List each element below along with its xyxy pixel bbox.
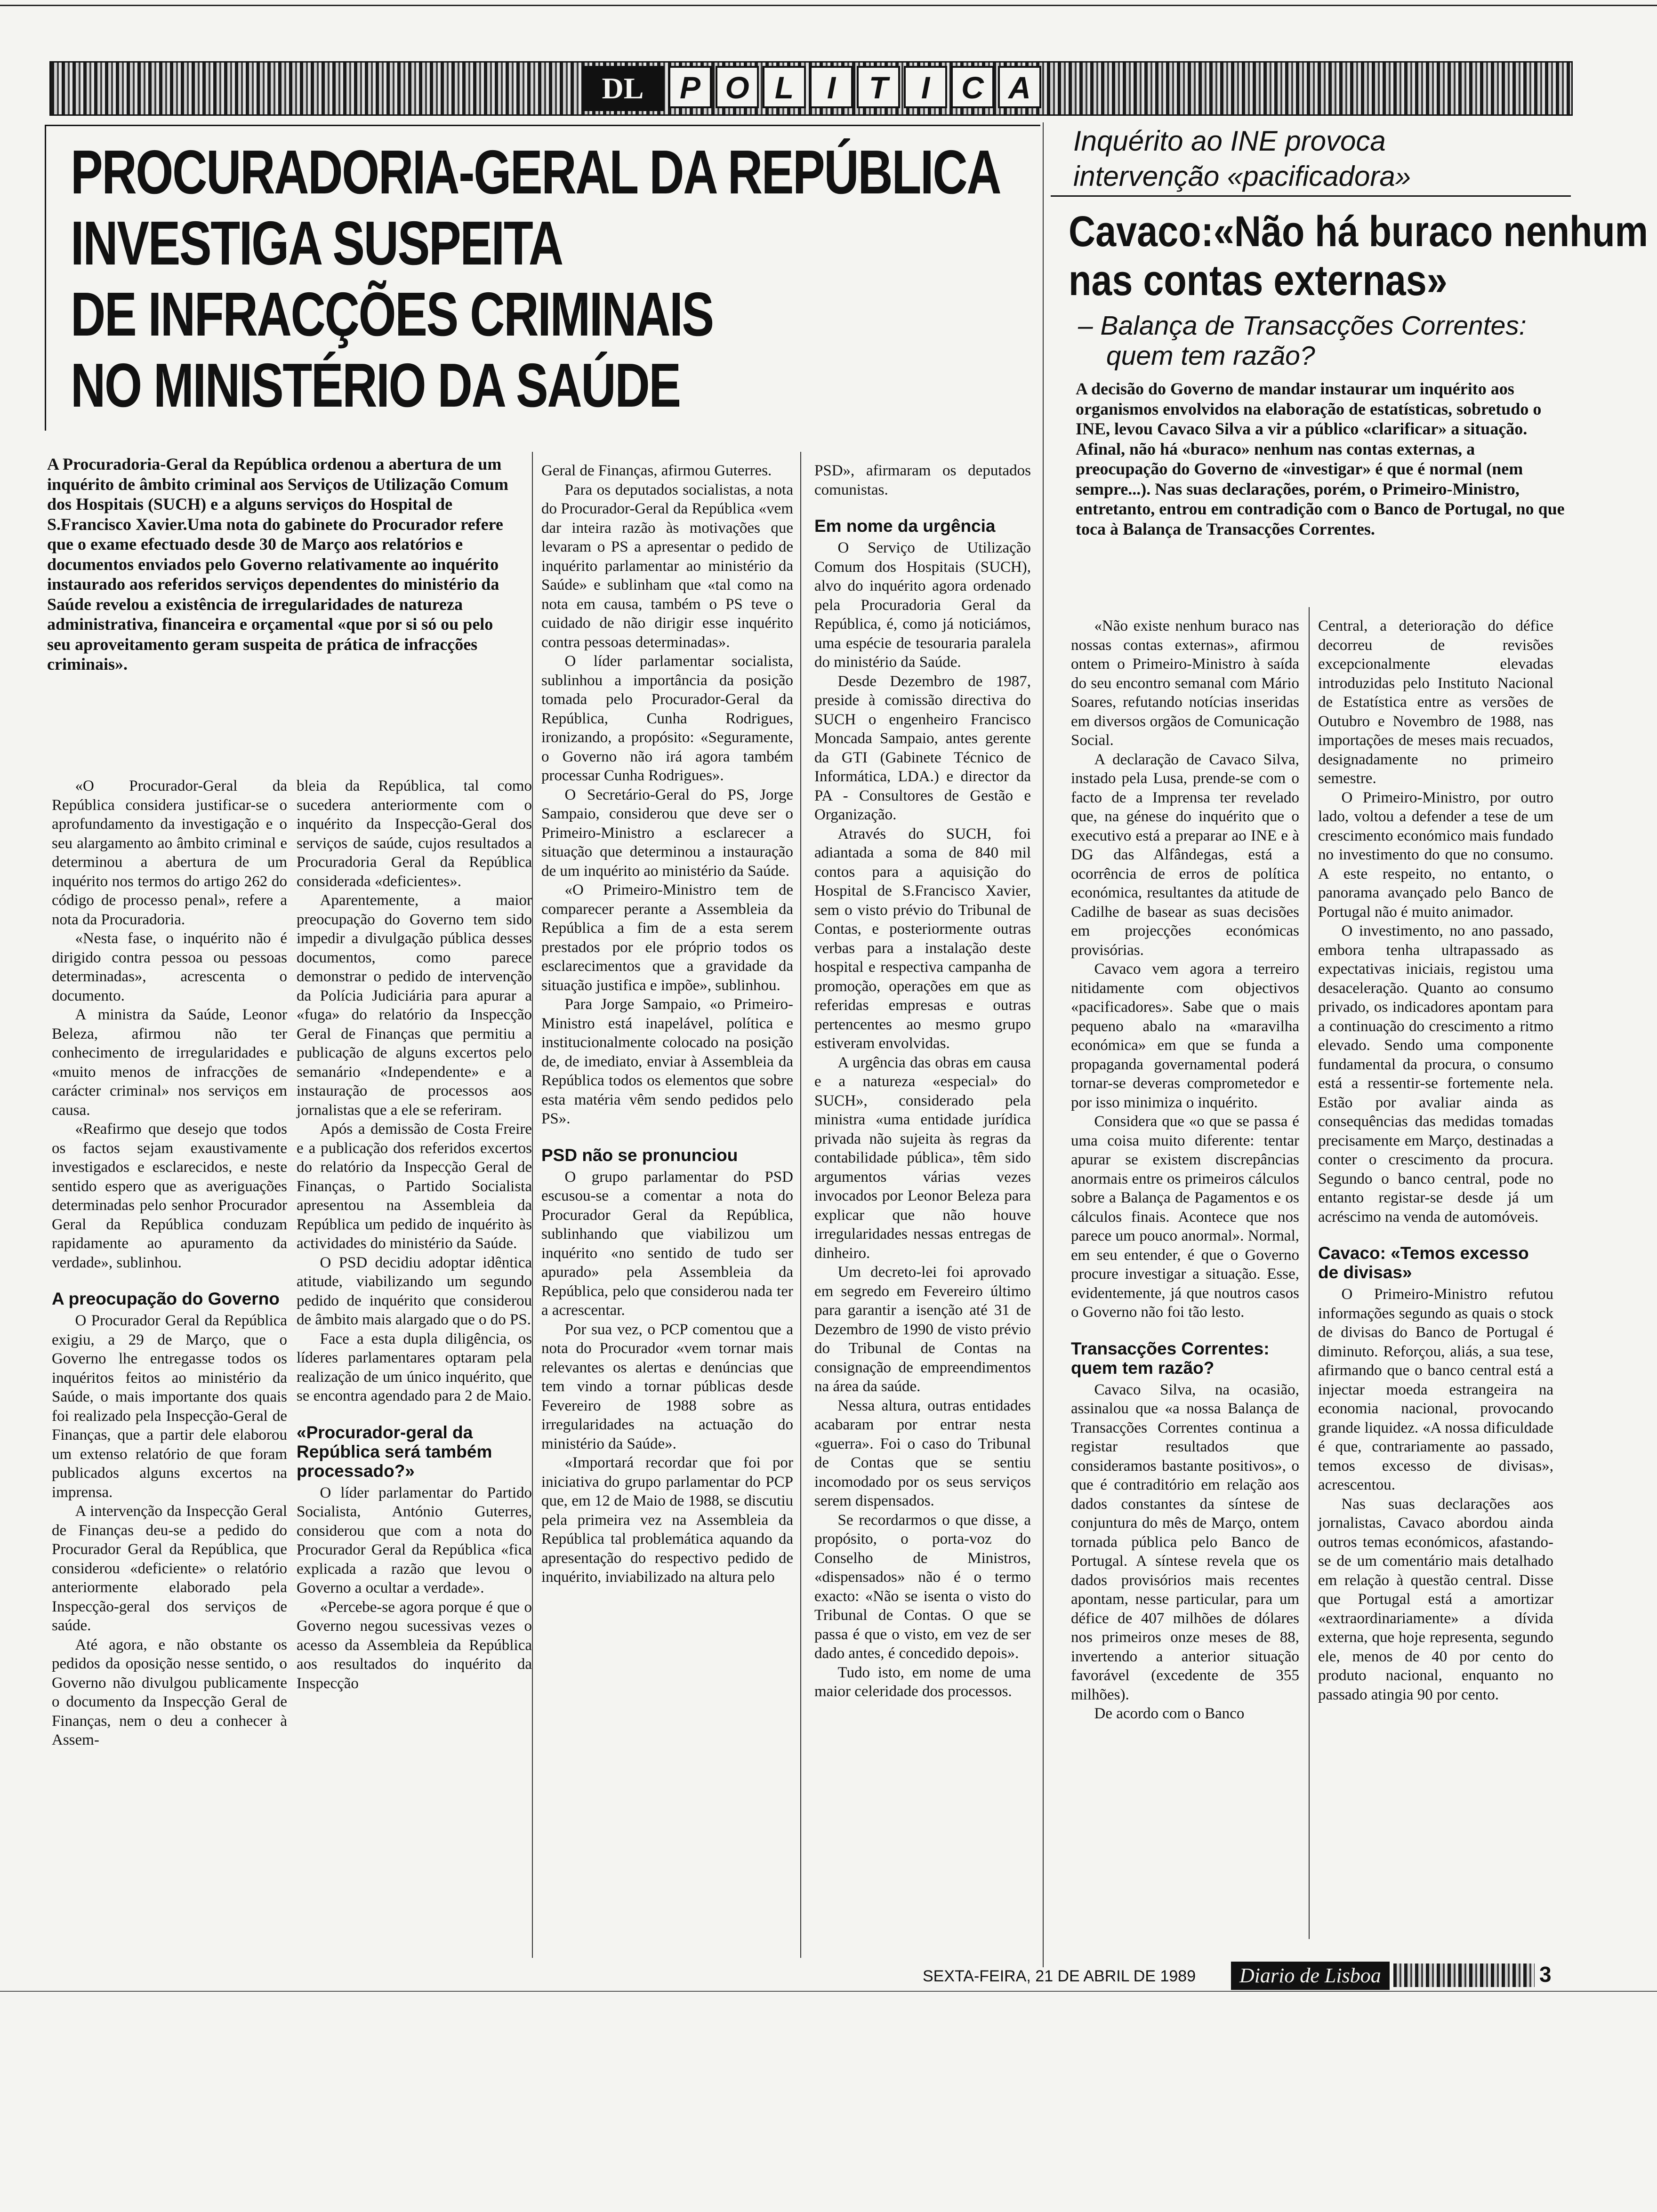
- newspaper-logo: Diario de Lisboa: [1231, 1962, 1390, 1990]
- divider: [1051, 195, 1571, 197]
- section-subheading: Cavaco: «Temos excesso de divisas»: [1318, 1243, 1529, 1282]
- section-letter: L: [763, 66, 806, 108]
- paragraph: O Primeiro-Ministro, por outro lado, voltou a defender a tese de um crescimento económico mais fundado no investimento do que no consumo. A este respeito, no entanto, o panorama avançado pelo Banco de Portugal não é muito animador.: [1318, 789, 1553, 921]
- paragraph: «Reafirmo que desejo que todos os factos sejam exaustivamente investigados e esclarecidos, e neste sentido espero que as averiguações determinadas pelo senhor Procurador Geral da República conduzam rapidamente ao apuramento da verdade», sublinhou.: [52, 1121, 287, 1271]
- paragraph: Tudo isto, em nome de uma maior celeridade dos processos.: [814, 1664, 1031, 1700]
- paragraph: A urgência das obras em causa e a natureza «especial» do SUCH», considerado pela ministra «uma entidade jurídica privada não sujeita às regras da contabilidade pública», têm sido argumentos várias vezes invocados por Leonor Beleza para explicar que não houve irregularidades nessas entregas de dinheiro.: [814, 1054, 1031, 1262]
- kicker-line: Inquérito ao INE provoca: [1073, 125, 1386, 157]
- subhead-line: quem tem razão?: [1106, 341, 1315, 371]
- kicker-line: intervenção «pacificadora»: [1073, 160, 1411, 192]
- headline-line: DE INFRACÇÕES CRIMINAIS: [71, 280, 713, 349]
- paragraph: «Importará recordar que foi por iniciativa do grupo parlamentar do PCP que, em 12 de Maio de 1988, se discutiu pela primeira vez na Assembleia da República tal problemática aquando da apresentação do respectivo pedido de inquérito, inviabilizado na altura pelo: [541, 1454, 793, 1586]
- article-lead: A Procuradoria-Geral da República ordenou a abertura de um inquérito de âmbito criminal aos Serviços de Utilização Comum dos Hospitais (SUCH) e a alguns serviços do Hospital de S.Francisco Xavier.Uma nota do gabinete do Procurador refere que o exame efectuado desde 30 de Março aos relatórios e documentos enviados pelo Governo relativamente ao inquérito instaurado aos referidos serviços dependentes do ministério da Saúde revelou a existência de irregularidades de natureza administrativa, financeira e orçamental «que por si só ou pelo seu aproveitamento geram suspeita de prática de infracções criminais».: [47, 455, 508, 673]
- page-number: 3: [1539, 1962, 1552, 1987]
- section-letter: O: [716, 66, 759, 108]
- column-rule: [1309, 607, 1310, 1939]
- footer-band: [1393, 1964, 1535, 1987]
- headline-line: PROCURADORIA-GERAL DA REPÚBLICA: [71, 137, 1001, 207]
- paragraph: O investimento, no ano passado, embora tenha ultrapassado as expectativas iniciais, registou uma desaceleração. Quanto ao consumo privado, os indicadores apontam para a continuação do crescimento a ritmo elevado. Sendo uma componente fundamental da procura, o consumo está a ressentir-se fortemente nela. Estão por avaliar ainda as consequências das medidas tomadas precisamente em Março, destinadas a conter o crescimento da procura. Segundo o banco central, pode no entanto registar-se desde já um acréscimo na venda de automóveis.: [1318, 922, 1553, 1226]
- article-column: [541, 461, 793, 1587]
- subhead: [1078, 311, 1572, 371]
- paragraph: bleia da República, tal como sucedera anteriormente com o inquérito da Inspecção-Geral dos serviços de saúde, cujos resultados a Procuradoria Geral da República considerada «deficientes».: [297, 777, 532, 890]
- paragraph: O Primeiro-Ministro refutou informações segundo as quais o stock de divisas do Banco de Portugal é diminuto. Reforçou, aliás, a sua tese, afirmando que o banco central está a injectar moeda estrangeira na economia nacional, provocando grande liquidez. «A nossa dificuldade é que, contrariamente ao passado, temos excesso de divisas», acrescentou.: [1318, 1286, 1553, 1493]
- paragraph: O PSD decidiu adoptar idêntica atitude, viabilizando um segundo pedido de inquérito que considerou de âmbito mais alargado que o do PS.: [297, 1254, 532, 1328]
- main-headline: [71, 136, 1001, 421]
- section-letter: A: [998, 66, 1041, 108]
- section-subheading: Transacções Correntes: quem tem razão?: [1071, 1338, 1270, 1378]
- paragraph: Geral de Finanças, afirmou Guterres.: [541, 462, 772, 479]
- section-title: [668, 66, 1045, 108]
- paragraph: Até agora, e não obstante os pedidos da oposição nesse sentido, o Governo não divulgou publicamente o documento da Inspecção Geral de Finanças, nem o deu a conhecer à Assem-: [52, 1636, 287, 1748]
- section-subheading: Em nome da urgência: [814, 516, 996, 536]
- paragraph: Um decreto-lei foi aprovado em segredo em Fevereiro último para garantir a isenção até 31 de Dezembro de 1990 de visto prévio do Tribunal de Contas na consignação de empreendimentos na área da saúde.: [814, 1264, 1031, 1395]
- paragraph: O Secretário-Geral do PS, Jorge Sampaio, considerou que deve ser o Primeiro-Ministro a esclarecer a situação que determinou a instauração de um inquérito ao ministério da Saúde.: [541, 786, 793, 880]
- article-column: [814, 461, 1031, 1701]
- paragraph: Após a demissão de Costa Freire e a publicação dos referidos excertos do relatório da Inspecção Geral de Finanças, o Partido Socialista apresentou na Assembleia da República um pedido de inquérito às actividades do ministério da Saúde.: [297, 1121, 532, 1252]
- paragraph: «Percebe-se agora porque é que o Governo negou sucessivas vezes o acesso da Assembleia da República aos resultados do inquérito da Inspecção: [297, 1598, 532, 1692]
- paragraph: Se recordarmos o que disse, a propósito, o porta-voz do Conselho de Ministros, «dispensados» não é o termo exacto: «Não se isenta o visto do Tribunal de Contas. O que se passa é que o visto, em vez de ser dado antes, é concedido depois».: [814, 1511, 1031, 1662]
- scan-edge: [0, 5, 1657, 6]
- paragraph: Para os deputados socialistas, a nota do Procurador-Geral da República «vem dar inteira razão às motivações que levaram o PS a apresentar o pedido de inquérito parlamentar ao ministério da Saúde» e sublinham que «tal como na nota em causa, também o PS teve o cuidado de não dirigir esse inquérito contra pessoas determinadas».: [541, 481, 793, 651]
- paragraph: Para Jorge Sampaio, «o Primeiro-Ministro está inapelável, política e institucionalmente colocado na posição de, de imediato, enviar à Assembleia da República todos os elementos que sobre esta matéria vêm sendo pedidos pelo PS».: [541, 996, 793, 1127]
- headline-line: NO MINISTÉRIO DA SAÚDE: [71, 351, 680, 420]
- paragraph: «Nesta fase, o inquérito não é dirigido contra pessoa ou pessoas determinadas», acrescenta o documento.: [52, 930, 287, 1004]
- paragraph: De acordo com o Banco: [1094, 1705, 1245, 1722]
- article-column: [1071, 617, 1299, 1723]
- scan-edge: [0, 1991, 1657, 1992]
- article-column: [1318, 617, 1553, 1704]
- paragraph: Cavaco Silva, na ocasião, assinalou que «a nossa Balança de Transacções Correntes continua a registar resultados que consideramos bastante positivos», o que é contraditório em relação aos dados constantes da síntese de conjuntura do mês de Março, ontem tornada pública pelo Banco de Portugal. A síntese revela que os dados provisórios mais recentes apontam, nesse particular, para um défice de 407 milhões de dólares nos primeiros onze meses de 88, invertendo a anterior situação favorável (excedente de 355 milhões).: [1071, 1381, 1299, 1703]
- paragraph: O Serviço de Utilização Comum dos Hospitais (SUCH), alvo do inquérito agora ordenado pela Procuradoria Geral da República, é, como já noticiámos, uma espécie de tesouraria paralela do ministério da Saúde.: [814, 539, 1031, 671]
- headline-line: Cavaco:«Não há buraco nenhum: [1069, 208, 1649, 256]
- paragraph: Nessa altura, outras entidades acabaram por entrar nesta «guerra». Foi o caso do Tribunal de Contas que se sentiu incomodado por os seus serviços serem dispensados.: [814, 1397, 1031, 1509]
- paragraph: O Procurador Geral da República exigiu, a 29 de Março, que o Governo lhe entregasse todos os inquéritos feitos ao ministério da Saúde, o mais importante dos quais foi realizado pela Inspecção-Geral de Finanças, que a partir dele elaborou um extenso relatório de que foram publicados alguns excertos na imprensa.: [52, 1312, 287, 1501]
- paragraph: O grupo parlamentar do PSD escusou-se a comentar a nota do Procurador Geral da República, sublinhando que viabilizou um inquérito «no sentido de tudo ser apurado» pela Assembleia da República, pelo que considerou nada ter a acrescentar.: [541, 1168, 793, 1319]
- paragraph: Face a esta dupla diligência, os líderes parlamentares optaram pela realização de um único inquérito, que se encontra agendado para 2 de Maio.: [297, 1330, 532, 1404]
- article-column: [52, 777, 287, 1750]
- paragraph: «O Procurador-Geral da República considera justificar-se o aprofundamento da investigação e o seu alargamento ao âmbito criminal e determinou a abertura de um inquérito nos termos do artigo 262 do código de processo penal», refere a nota da Procuradoria.: [52, 777, 287, 928]
- column-rule: [1043, 122, 1044, 1967]
- section-letter: T: [857, 66, 900, 108]
- section-letter: I: [904, 66, 947, 108]
- paragraph: Através do SUCH, foi adiantada a soma de 840 mil contos para a aquisição do Hospital de S.Francisco Xavier, sem o visto prévio do Tribunal de Contas, e posteriormente outras verbas para a instalação deste hospital e respectiva campanha de promoção, operações em que as referidas empresas e outras pertencentes ao mesmo grupo estiveram envolvidas.: [814, 825, 1031, 1052]
- paragraph: «O Primeiro-Ministro tem de comparecer perante a Assembleia da República a fim de a esta serem prestados por ele próprio todos os esclarecimentos que a gravidade da situação justifica e impõe», sublinhou.: [541, 882, 793, 994]
- subhead-line: – Balança de Transacções Correntes:: [1078, 311, 1527, 341]
- paragraph: Central, a deterioração do défice decorreu de revisões excepcionalmente elevadas introduzidas pelo Instituto Nacional de Estatística entre as versões de Outubro e Novembro de 1988, nas importações de meses mais recuados, designadamente no primeiro semestre.: [1318, 617, 1553, 787]
- paragraph: «Não existe nenhum buraco nas nossas contas externas», afirmou ontem o Primeiro-Ministro à saída do seu encontro semanal com Mário Soares, refutando notícias inseridas em diversos orgãos de Comunicação Social.: [1071, 617, 1299, 749]
- right-headline: [1069, 207, 1649, 305]
- paragraph: Considera que «o que se passa é uma coisa muito diferente: tentar apurar se existem discrepâncias anormais entre os primeiros cálculos sobre a Balança de Pagamentos e os cálculos finais. Acontece que nos parece um pouco anormal». Normal, em seu entender, é que o Governo procure investigar a situação. Esse, evidentemente, já que noutros casos o Governo não foi tão lesto.: [1071, 1113, 1299, 1321]
- column-rule: [800, 452, 801, 1958]
- paragraph: O líder parlamentar do Partido Socialista, António Guterres, considerou que com a nota do Procurador Geral da República «fica explicada a razão que levou o Governo a ocultar a verdade».: [297, 1484, 532, 1596]
- headline-line: nas contas externas»: [1069, 256, 1448, 305]
- paragraph: A declaração de Cavaco Silva, instado pela Lusa, prende-se com o facto de a Imprensa ter revelado que, na génese do inquérito que o executivo está a preparar ao INE e à DG das Alfândegas, está a ocorrência de erros de política económica, resultantes da atitude de Cadilhe de basear as suas decisões em projecções económicas provisórias.: [1071, 751, 1299, 959]
- column-rule: [532, 452, 533, 1958]
- section-letter: I: [810, 66, 853, 108]
- paragraph: O líder parlamentar socialista, sublinhou a importância da posição tomada pelo Procurador-Geral da República, Cunha Rodrigues, ironizando, a propósito: «Seguramente, o Governo não irá agora também processar Cunha Rodrigues».: [541, 653, 793, 784]
- section-letter: P: [668, 66, 712, 108]
- headline-line: INVESTIGA SUSPEITA: [71, 208, 563, 278]
- paragraph: Aparentemente, a maior preocupação do Governo tem sido impedir a divulgação pública desses documentos, como parece demonstrar o pedido de intervenção da Polícia Judiciária para apurar a «fuga» do relatório da Inspecção Geral de Finanças que permitiu a publicação de alguns excertos pelo semanário «Independente» e a instauração de processos aos jornalistas que a ele se referiram.: [297, 892, 532, 1119]
- paragraph: Cavaco vem agora a terreiro nitidamente com objectivos «pacificadores». Sabe que o mais pequeno abalo na «maravilha económica» em que se funda a propaganda governamental poderá tornar-se deveras comprometedor e por isso minimiza o inquérito.: [1071, 961, 1299, 1111]
- section-letter: C: [951, 66, 994, 108]
- article-lead: A decisão do Governo de mandar instaurar um inquérito aos organismos envolvidos na elaboração de estatísticas, sobretudo o INE, levou Cavaco Silva a vir a público «clarificar» a situação. Afinal, não há «buraco» nenhum nas contas externas, a preocupação do Governo de «investigar» é que é normal (nem sempre...). Nas suas declarações, porém, o Primeiro-Ministro, entretanto, entrou em contradição com o Banco de Portugal, no que toca à Balança de Transacções Correntes.: [1076, 379, 1565, 538]
- section-subheading: PSD não se pronunciou: [541, 1145, 738, 1165]
- section-subheading: A preocupação do Governo: [52, 1289, 280, 1308]
- section-logo: DL: [581, 66, 664, 111]
- paragraph: A intervenção da Inspecção Geral de Finanças deu-se a pedido do Procurador Geral da República, que considerou «deficiente» o relatório anteriormente elaborado pela Inspecção-geral dos serviços de saúde.: [52, 1503, 287, 1634]
- issue-date: SEXTA-FEIRA, 21 DE ABRIL DE 1989: [923, 1967, 1196, 1985]
- article-column: [297, 777, 532, 1693]
- paragraph: PSD», afirmaram os deputados comunistas.: [814, 462, 1031, 498]
- paragraph: Desde Dezembro de 1987, preside à comissão directiva do SUCH o engenheiro Francisco Moncada Sampaio, antes gerente da GTI (Gabinete Técnico de Informática, LDA.) e director da PA - Consultores de Gestão e Organização.: [814, 673, 1031, 823]
- paragraph: A ministra da Saúde, Leonor Beleza, afirmou não ter conhecimento de irregularidades e «muito menos de infracções de carácter criminal» nos serviços em causa.: [52, 1006, 287, 1119]
- paragraph: Nas suas declarações aos jornalistas, Cavaco abordou ainda outros temas económicos, afastando-se de um comentário mais detalhado em relação à questão central. Disse que Portugal está a amortizar «extraordinariamente» a dívida externa, que hoje representa, segundo ele, menos de 40 por cento do produto nacional, enquanto no passado atingia 90 por cento.: [1318, 1495, 1553, 1703]
- paragraph: Por sua vez, o PCP comentou que a nota do Procurador «vem tornar mais relevantes os alertas e denúncias que tem vindo a tornar públicas desde Fevereiro de 1988 sobre as irregularidades na actuação do ministério da Saúde».: [541, 1321, 793, 1452]
- section-subheading: «Procurador-geral da República será também processado?»: [297, 1422, 492, 1481]
